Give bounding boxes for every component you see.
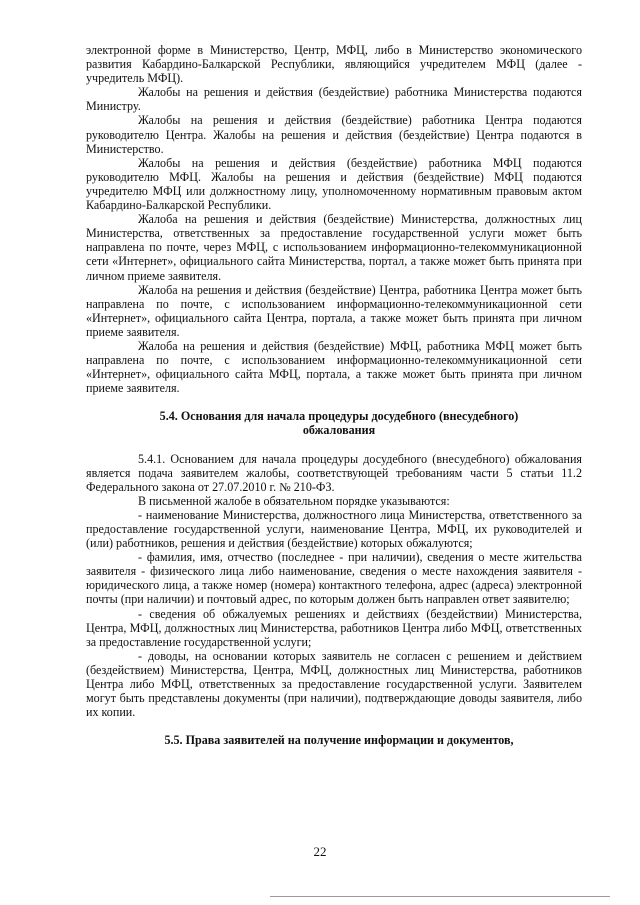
paragraph: Жалоба на решения и действия (бездействие) Министерства, должностных лиц Министерства, ответственных за предоставление государственной услуги может быть направлена по почте, через МФЦ, с использованием информационно-телекоммуникационной сети «Интернет», официального сайта Министерства, портал, а также может быть принята при личном приеме заявителя.	[86, 212, 582, 283]
section-heading-5-4: 5.4. Основания для начала процедуры досудебного (внесудебного) обжалования	[159, 409, 519, 438]
paragraph: 5.4.1. Основанием для начала процедуры досудебного (внесудебного) обжалования является подача заявителем жалобы, соответствующей требованиям части 5 статьи 11.2 Федерального закона от 27.07.2010 г. № 210-ФЗ.	[86, 451, 582, 494]
list-item: - доводы, на основании которых заявитель не согласен с решением и действием (бездействием) Министерства, Центра, МФЦ, должностных лиц Министерства, работников Центра либо МФЦ, ответственных за предоставление государственной услуги. Заявителем могут быть представлены документы (при наличии), подтверждающие доводы заявителя, либо их копии.	[86, 648, 582, 720]
section-heading-5-5: 5.5. Права заявителей на получение информации и документов,	[164, 733, 514, 748]
paragraph: Жалобы на решения и действия (бездействие) работника Центра подаются руководителю Центра. Жалобы на решения и действия (бездействие) Центра подаются в Министерство.	[86, 113, 582, 156]
document-body	[86, 43, 582, 761]
paragraph: Жалоба на решения и действия (бездействие) Центра, работника Центра может быть направлена по почте, с использованием информационно-телекоммуникационной сети «Интернет», официального сайта Центра, портала, а также может быть принята при личном приеме заявителя.	[86, 282, 582, 339]
list-item: - наименование Министерства, должностного лица Министерства, ответственного за предоставление государственной услуги, наименование Центра, МФЦ, их руководителей и (или) работников, решения и действия (бездействие) которых обжалуются;	[86, 507, 582, 551]
list-item: - фамилия, имя, отчество (последнее - при наличии), сведения о месте жительства заявителя - физического лица либо наименование, сведения о месте нахождения заявителя - юридического лица, а также номер (номера) контактного телефона, адрес (адреса) электронной почты (при наличии) и почтовый адрес, по которым должен быть направлен ответ заявителю;	[86, 550, 582, 607]
paragraph: электронной форме в Министерство, Центр, МФЦ, либо в Министерство экономического развития Кабардино-Балкарской Республики, являющийся учредителем МФЦ (далее - учредитель МФЦ).	[86, 43, 582, 86]
scan-edge-line	[270, 896, 610, 897]
paragraph: В письменной жалобе в обязательном порядке указываются:	[138, 493, 450, 508]
list-item: - сведения об обжалуемых решениях и действиях (бездействии) Министерства, Центра, МФЦ, должностных лиц Министерства, работников Центра либо МФЦ, ответственных за предоставление государственной услуги;	[86, 606, 582, 649]
page-number: 22	[313, 844, 327, 859]
paragraph: Жалобы на решения и действия (бездействие) работника Министерства подаются Министру.	[86, 85, 582, 114]
paragraph: Жалобы на решения и действия (бездействие) работника МФЦ подаются руководителю МФЦ. Жалобы на решения и действия (бездействие) МФЦ подаются учредителю МФЦ или должностному лицу, уполномоченному нормативным правовым актом Кабардино-Балкарской Республики.	[86, 155, 582, 213]
paragraph: Жалоба на решения и действия (бездействие) МФЦ, работника МФЦ может быть направлена по почте, с использованием информационно-телекоммуникационной сети «Интернет», официального сайта МФЦ, портала, а также может быть принята при личном приеме заявителя.	[86, 338, 582, 396]
